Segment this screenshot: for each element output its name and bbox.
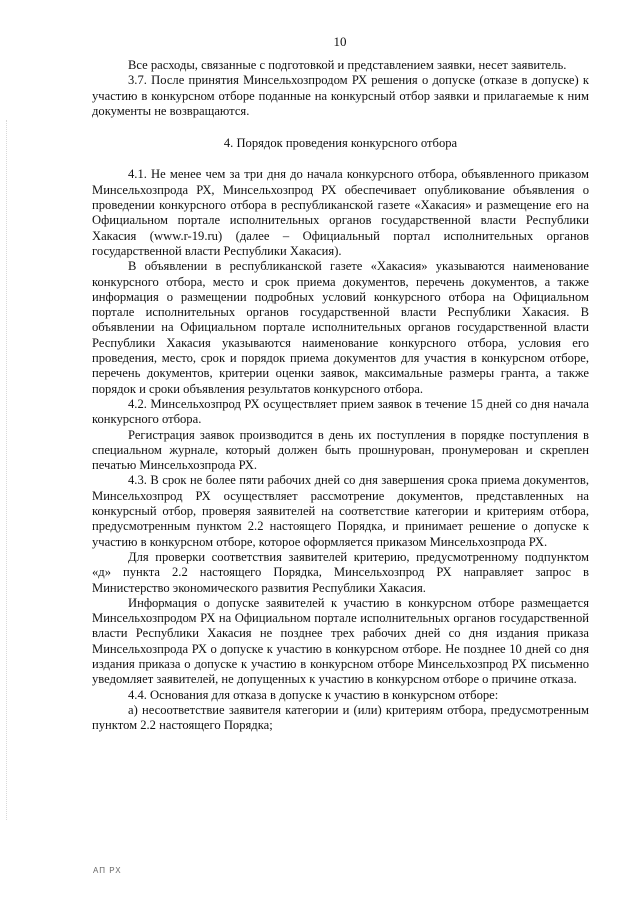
- footer-mark: АП РХ: [93, 866, 122, 875]
- paragraph-admission-info: Информация о допуске заявителей к участию в конкурсном отборе размещается Минсельхозпродом РХ на Официальном портале исполнительных органов государственной власти Республики Хакасия не позднее трех рабочих дней со дня издания приказа Минсельхозпрода РХ о допуске к участию в конкурсном отборе. Не позднее 10 дней со дня издания приказа о допуске к участию в конкурсном отборе Минсельхозпрод РХ письменно уведомляет заявителей, не допущенных к участию в конкурсном отборе о причине отказа.: [92, 595, 589, 687]
- paragraph-4-4: 4.4. Основания для отказа в допуске к участию в конкурсном отборе:: [128, 687, 499, 702]
- document-body: [92, 58, 589, 733]
- paragraph-expenses: Все расходы, связанные с подготовкой и представлением заявки, несет заявитель.: [128, 58, 567, 72]
- paragraph-4-3: 4.3. В срок не более пяти рабочих дней со дня завершения срока приема документов, Минсельхозпрод РХ осуществляет рассмотрение документов, представленных на конкурсный отбор, проверяя заявителей на соответствие категории и критериям отбора, предусмотренным пунктом 2.2 настоящего Порядка, и принимает решение о допуске к участию в конкурсном отборе, которое оформляется приказом Минсельхозпрода РХ.: [92, 473, 589, 549]
- paragraph-registration: Регистрация заявок производится в день их поступления в порядке поступления в специальном журнале, который должен быть прошнурован, пронумерован и скреплен печатью Минсельхозпрода РХ.: [92, 427, 589, 473]
- section-heading: 4. Порядок проведения конкурсного отбора: [223, 136, 458, 151]
- paragraph-4-2: 4.2. Минсельхозпрод РХ осуществляет прием заявок в течение 15 дней со дня начала конкурсного отбора.: [92, 396, 589, 427]
- paragraph-verification: Для проверки соответствия заявителей критерию, предусмотренному подпунктом «д» пункта 2.2 настоящего Порядка, Минсельхозпрод РХ направляет запрос в Министерство экономического развития Республики Хакасия.: [92, 549, 589, 595]
- paragraph-4-1: 4.1. Не менее чем за три дня до начала конкурсного отбора, объявленного приказом Минсельхозпрода РХ, Минсельхозпрод РХ обеспечивает опубликование объявления о проведении конкурсного отбора в республиканской газете «Хакасия» и размещение его на Официальном портале исполнительных органов государственной власти Республики Хакасия (www.r-19.ru) (далее – Официальный портал исполнительных органов государственной власти Республики Хакасия).: [92, 167, 589, 258]
- scan-edge-artifact: [6, 120, 9, 820]
- paragraph-announcement: В объявлении в республиканской газете «Хакасия» указываются наименование конкурсного отбора, место и срок приема документов, перечень документов, а также информация о размещении подробных условий конкурсного отбора на Официальном портале исполнительных органов государственной власти Республики Хакасия. В объявлении на Официальном портале исполнительных органов государственной власти Республики Хакасия указываются наименование конкурсного отбора, условия его проведения, место, срок и порядок приема документов для участия в конкурсном отборе, перечень документов, критерии оценки заявок, максимальные размеры гранта, а также порядок и сроки объявления результатов конкурсного отбора.: [92, 259, 589, 396]
- page-number: 10: [333, 34, 347, 49]
- paragraph-3-7: 3.7. После принятия Минсельхозпродом РХ решения о допуске (отказе в допуске) к участию в конкурсном отборе поданные на конкурсный отбор заявки и прилагаемые к ним документы не возвращаются.: [92, 73, 589, 118]
- paragraph-item-a: а) несоответствие заявителя категории и (или) критериям отбора, предусмотренным пунктом 2.2 настоящего Порядка;: [92, 702, 589, 733]
